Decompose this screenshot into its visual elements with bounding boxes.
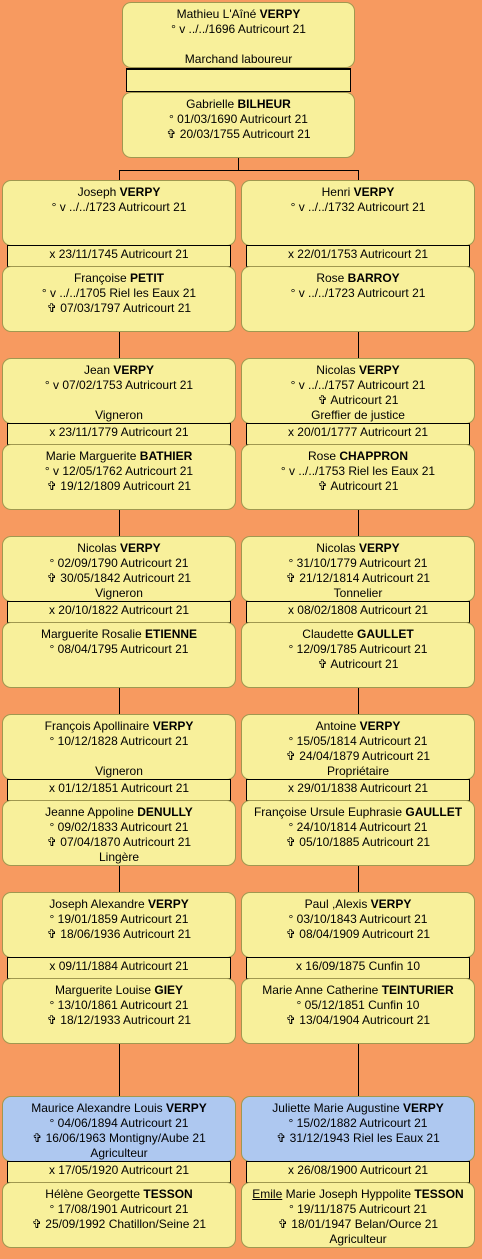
person-given-name: Marie Marguerite <box>45 449 137 463</box>
left-gen5-marriage: x 09/11/1884 Autricourt 21 <box>7 957 231 979</box>
connector-line <box>358 510 359 536</box>
person-name <box>242 449 474 464</box>
left-gen3-husband-box[interactable] <box>2 536 236 602</box>
person-given-name: Marie Joseph Hyppolite <box>285 1187 412 1201</box>
person-name <box>242 1101 474 1116</box>
left-gen5-husband-box[interactable] <box>2 892 236 958</box>
person-detail: ° v 07/02/1753 Autricourt 21 <box>44 378 194 392</box>
left-gen5-wife-box[interactable] <box>2 978 236 1044</box>
person-given-name: Rose <box>316 271 345 285</box>
person-surname: TEINTURIER <box>381 983 454 997</box>
person-given-name: Nicolas <box>77 541 117 555</box>
left-gen2-marriage: x 23/11/1779 Autricourt 21 <box>7 423 231 445</box>
person-given-name: Antoine <box>315 719 357 733</box>
person-detail: ° 24/10/1814 Autricourt 21 <box>288 820 428 834</box>
person-surname: TESSON <box>414 1187 464 1201</box>
right-gen4-marriage: x 29/01/1838 Autricourt 21 <box>246 779 470 801</box>
person-given-name: Marie Anne Catherine <box>262 983 379 997</box>
right-gen4-wife-box[interactable] <box>241 800 475 866</box>
person-detail: ✞ 18/06/1936 Autricourt 21 <box>46 927 192 941</box>
person-surname: VERPY <box>359 541 400 555</box>
person-surname: CHAPPRON <box>339 449 409 463</box>
left-gen6-husband-box[interactable] <box>2 1096 236 1162</box>
connector-line <box>358 170 359 180</box>
person-detail: ✞ 07/03/1797 Autricourt 21 <box>46 301 192 315</box>
person-surname: VERPY <box>403 1101 444 1115</box>
connector-line <box>350 68 351 92</box>
person-detail: ° 17/08/1901 Autricourt 21 <box>49 1202 189 1216</box>
left-gen3-wife-box[interactable] <box>2 622 236 688</box>
person-surname: PETIT <box>130 271 165 285</box>
person-name <box>242 271 474 286</box>
person-surname: BARROY <box>347 271 400 285</box>
person-given-name: Jeanne Appoline <box>45 805 134 819</box>
person-given-name: Françoise <box>73 271 127 285</box>
person-detail: Vigneron <box>95 764 143 778</box>
connector-line <box>358 332 359 358</box>
person-detail: ° 15/05/1814 Autricourt 21 <box>288 734 428 748</box>
person-detail: ✞ 18/01/1947 Belan/Ource 21 <box>277 1217 439 1231</box>
person-detail: ✞ 05/10/1885 Autricourt 21 <box>285 835 431 849</box>
connector-line <box>119 332 120 358</box>
left-gen2-husband-box[interactable] <box>2 358 236 424</box>
person-surname: VERPY <box>120 541 161 555</box>
person-detail: Agriculteur <box>329 1232 387 1246</box>
person-name <box>242 983 474 998</box>
person-given-name: Nicolas <box>316 541 356 555</box>
person-name <box>3 897 235 912</box>
person-given-name: Maurice Alexandre Louis <box>31 1101 163 1115</box>
person-detail: ° 03/10/1843 Autricourt 21 <box>288 912 428 926</box>
person-given-name: Marguerite Louise <box>54 983 152 997</box>
person-name <box>242 541 474 556</box>
right-gen4-husband-box[interactable] <box>241 714 475 780</box>
person-surname: VERPY <box>359 719 401 733</box>
person-detail: Vigneron <box>95 586 143 600</box>
person-detail: ° 15/02/1882 Autricourt 21 <box>288 1116 428 1130</box>
person-name <box>3 271 235 286</box>
connector-line <box>238 158 239 170</box>
connector-line <box>119 510 120 536</box>
person-detail: ✞ 16/06/1963 Montigny/Aube 21 <box>32 1131 206 1145</box>
person-detail: ✞ Autricourt 21 <box>317 393 399 407</box>
person-given-name: François Apollinaire <box>44 719 150 733</box>
right-gen6-wife-box[interactable] <box>241 1182 475 1248</box>
person-name <box>3 983 235 998</box>
person-detail: ✞ 31/12/1943 Riel les Eaux 21 <box>276 1131 440 1145</box>
person-detail <box>3 393 235 408</box>
person-name <box>3 627 235 642</box>
person-given-name: Juliette Marie Augustine <box>272 1101 400 1115</box>
person-name <box>242 719 474 734</box>
connector-line <box>358 1044 359 1096</box>
person-given-name: Rose <box>307 449 336 463</box>
left-gen1-wife-box[interactable] <box>2 266 236 332</box>
person-given-name: Joseph <box>77 185 117 199</box>
right-gen3-marriage: x 08/02/1808 Autricourt 21 <box>246 601 470 623</box>
person-name <box>3 1187 235 1202</box>
person-surname: VERPY <box>370 897 412 911</box>
person-detail: ° v ../../1732 Autricourt 21 <box>290 200 426 214</box>
person-name <box>3 185 235 200</box>
person-detail: ° 10/12/1828 Autricourt 21 <box>49 734 189 748</box>
person-given-name-underlined: Emile <box>252 1187 283 1201</box>
person-detail: ✞ Autricourt 21 <box>317 657 399 671</box>
person-detail: ✞ 24/04/1879 Autricourt 21 <box>285 749 431 763</box>
person-detail: ° v ../../1696 Autricourt 21 <box>171 22 306 36</box>
person-detail: ✞ 07/04/1870 Autricourt 21 <box>46 835 192 849</box>
connector-line <box>119 170 120 180</box>
person-detail: ✞ Autricourt 21 <box>317 479 399 493</box>
person-detail: ✞ 20/03/1755 Autricourt 21 <box>166 127 311 141</box>
person-surname: GAULLET <box>357 627 414 641</box>
right-gen5-wife-box[interactable] <box>241 978 475 1044</box>
connector-line <box>119 688 120 714</box>
person-detail: ° 19/01/1859 Autricourt 21 <box>49 912 189 926</box>
left-gen1-husband-box[interactable] <box>2 180 236 246</box>
right-gen1-marriage: x 22/01/1753 Autricourt 21 <box>246 245 470 267</box>
person-surname: VERPY <box>359 363 400 377</box>
person-surname: VERPY <box>119 185 161 199</box>
person-detail: ° 13/10/1861 Autricourt 21 <box>49 998 189 1012</box>
person-surname: VERPY <box>113 363 155 377</box>
right-gen2-marriage: x 20/01/1777 Autricourt 21 <box>246 423 470 445</box>
person-detail: ✞ 21/12/1814 Autricourt 21 <box>285 571 431 585</box>
person-detail: ° v ../../1753 Riel les Eaux 21 <box>280 464 436 478</box>
person-detail <box>123 37 354 52</box>
person-detail: Agriculteur <box>90 1146 148 1160</box>
left-gen4-marriage: x 01/12/1851 Autricourt 21 <box>7 779 231 801</box>
person-name <box>3 363 235 378</box>
right-gen6-marriage: x 26/08/1900 Autricourt 21 <box>246 1161 470 1183</box>
person-detail: ° 12/09/1785 Autricourt 21 <box>288 642 428 656</box>
person-detail: ✞ 25/09/1992 Chatillon/Seine 21 <box>31 1217 207 1231</box>
right-gen6-husband-box[interactable] <box>241 1096 475 1162</box>
person-detail: ° 02/09/1790 Autricourt 21 <box>49 556 189 570</box>
person-surname: VERPY <box>152 719 194 733</box>
person-surname: BATHIER <box>139 449 193 463</box>
right-gen5-husband-box[interactable] <box>241 892 475 958</box>
person-name: Gabrielle BILHEUR <box>186 97 291 111</box>
connector-line <box>358 866 359 892</box>
person-detail: ✞ 13/04/1904 Autricourt 21 <box>285 1013 431 1027</box>
person-occupation: Marchand laboureur <box>184 52 293 66</box>
person-surname: VERPY <box>166 1101 207 1115</box>
person-surname: VERPY <box>353 185 395 199</box>
person-detail: ° 05/12/1851 Cunfin 10 <box>296 998 420 1012</box>
left-gen4-wife-box[interactable] <box>2 800 236 866</box>
person-detail: ° 09/02/1833 Autricourt 21 <box>49 820 189 834</box>
right-gen2-husband-box[interactable] <box>241 358 475 424</box>
connector-line <box>119 170 359 171</box>
person-name <box>242 627 474 642</box>
left-gen1-marriage: x 23/11/1745 Autricourt 21 <box>7 245 231 267</box>
person-name <box>242 897 474 912</box>
left-gen6-wife-box[interactable] <box>2 1182 236 1248</box>
person-given-name: Claudette <box>302 627 354 641</box>
root-husband-box[interactable] <box>122 2 355 68</box>
person-detail: Tonnelier <box>333 586 383 600</box>
left-gen2-wife-box[interactable] <box>2 444 236 510</box>
person-surname: TESSON <box>143 1187 193 1201</box>
person-surname: GAULLET <box>405 805 463 819</box>
right-gen3-husband-box[interactable] <box>241 536 475 602</box>
person-detail: ° v ../../1757 Autricourt 21 <box>290 378 426 392</box>
person-detail <box>3 749 235 764</box>
right-gen2-wife-box[interactable] <box>241 444 475 510</box>
person-detail: ° 19/11/1875 Autricourt 21 <box>288 1202 427 1216</box>
person-surname: GIEY <box>154 983 184 997</box>
person-given-name: Henri <box>321 185 351 199</box>
left-gen6-marriage: x 17/05/1920 Autricourt 21 <box>7 1161 231 1183</box>
person-surname: ETIENNE <box>145 627 198 641</box>
person-detail: ° 04/06/1894 Autricourt 21 <box>49 1116 189 1130</box>
person-detail: Greffier de justice <box>311 408 405 422</box>
person-given-name: Nicolas <box>316 363 356 377</box>
person-name <box>3 805 235 820</box>
person-given-name: Marguerite Rosalie <box>40 627 142 641</box>
person-detail: ° v ../../1723 Autricourt 21 <box>290 286 426 300</box>
person-detail: ✞ 19/12/1809 Autricourt 21 <box>46 479 192 493</box>
person-name <box>242 805 474 820</box>
person-name <box>3 719 235 734</box>
person-detail: ° 31/10/1779 Autricourt 21 <box>288 556 428 570</box>
person-detail: ° v ../../1723 Autricourt 21 <box>51 200 187 214</box>
right-gen3-wife-box[interactable] <box>241 622 475 688</box>
person-name <box>3 449 235 464</box>
person-detail: ✞ 18/12/1933 Autricourt 21 <box>46 1013 192 1027</box>
connector-line <box>358 688 359 714</box>
person-detail: ° 08/04/1795 Autricourt 21 <box>49 642 189 656</box>
person-detail: Propriétaire <box>326 764 390 778</box>
person-name <box>242 1187 474 1202</box>
person-given-name: Joseph Alexandre <box>49 897 145 911</box>
person-name: Mathieu L'Aîné VERPY <box>176 7 301 21</box>
person-detail: ✞ 30/05/1842 Autricourt 21 <box>46 571 192 585</box>
person-detail: ° v 12/05/1762 Autricourt 21 <box>44 464 194 478</box>
right-gen1-wife-box[interactable] <box>241 266 475 332</box>
person-surname: DENULLY <box>137 805 193 819</box>
person-given-name: Hélène Georgette <box>45 1187 141 1201</box>
person-name <box>242 363 474 378</box>
root-marriage-band <box>127 69 350 92</box>
person-name <box>3 541 235 556</box>
person-detail: Lingère <box>98 850 140 864</box>
person-detail: ° v ../../1705 Riel les Eaux 21 <box>41 286 197 300</box>
person-given-name: Françoise Ursule Euphrasie <box>253 805 403 819</box>
right-gen5-marriage: x 16/09/1875 Cunfin 10 <box>246 957 470 979</box>
left-gen3-marriage: x 20/10/1822 Autricourt 21 <box>7 601 231 623</box>
connector-line <box>119 1044 120 1096</box>
right-gen1-husband-box[interactable] <box>241 180 475 246</box>
person-detail: ° 01/03/1690 Autricourt 21 <box>169 112 308 126</box>
left-gen4-husband-box[interactable] <box>2 714 236 780</box>
person-name <box>242 185 474 200</box>
person-given-name: Jean <box>83 363 110 377</box>
person-name <box>3 1101 235 1116</box>
person-detail: ✞ 08/04/1909 Autricourt 21 <box>285 927 431 941</box>
person-surname: VERPY <box>148 897 189 911</box>
connector-line <box>119 866 120 892</box>
person-detail: Vigneron <box>95 408 143 422</box>
person-given-name: Paul ,Alexis <box>304 897 368 911</box>
root-wife-box[interactable] <box>122 92 355 158</box>
